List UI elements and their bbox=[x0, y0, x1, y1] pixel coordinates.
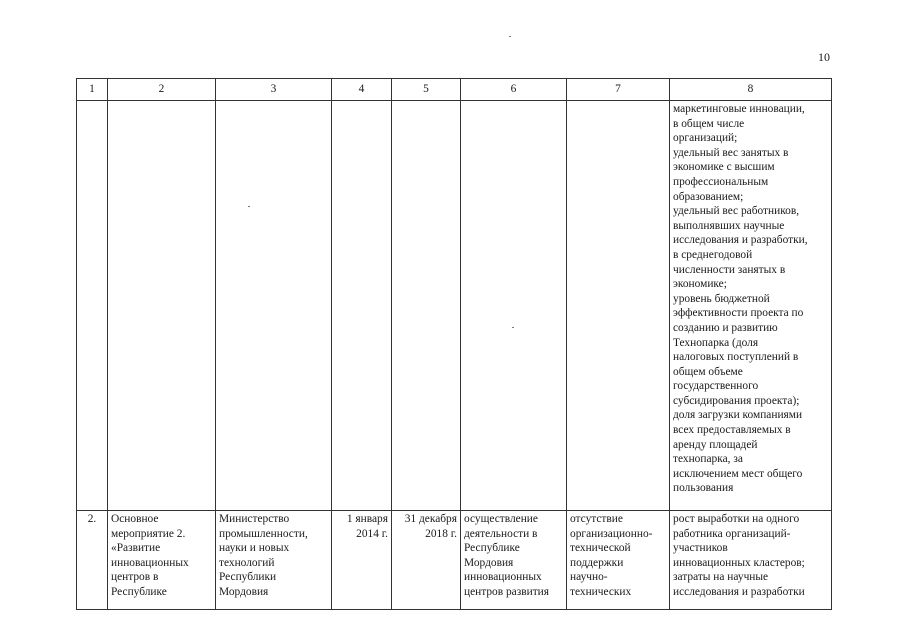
table-cell bbox=[216, 101, 332, 511]
indicators-cell: рост выработки на одного работника организаций- участников инновационных кластеров; затраты на научные исследования и разработки bbox=[670, 511, 832, 610]
header-cell: 1 bbox=[77, 79, 108, 101]
header-cell: 6 bbox=[461, 79, 567, 101]
row-number-cell: 2. bbox=[77, 511, 108, 610]
table-header-row bbox=[77, 79, 832, 101]
table-cell bbox=[332, 101, 392, 511]
scan-speck bbox=[512, 327, 514, 328]
table-cell bbox=[77, 101, 108, 511]
program-table bbox=[76, 78, 832, 610]
result-cell: осуществление деятельности в Республике Мордовия инновационных центров развития bbox=[461, 511, 567, 610]
table-cell bbox=[567, 101, 670, 511]
table-cell bbox=[108, 101, 216, 511]
executor-cell: Министерство промышленности, науки и новых технологий Республики Мордовия bbox=[216, 511, 332, 610]
header-cell: 3 bbox=[216, 79, 332, 101]
start-date-cell: 1 января 2014 г. bbox=[332, 511, 392, 610]
indicators-cell: маркетинговые инновации, в общем числе организаций; удельный вес занятых в экономике с высшим профессиональным образованием; удельный вес работников, выполнявших научные исследования и разработки, в среднегодовой численности занятых в экономике; уровень бюджетной эффективности проекта по созданию и развитию Технопарка (доля налоговых поступлений в общем объеме государственного субсидирования проекта); доля загрузки компаниями всех предоставляемых в аренду площадей технопарка, за исключением мест общего пользования bbox=[670, 101, 832, 511]
table-cell bbox=[461, 101, 567, 511]
page-number: 10 bbox=[818, 50, 830, 64]
scan-speck bbox=[509, 36, 511, 37]
header-cell: 4 bbox=[332, 79, 392, 101]
table-row bbox=[77, 101, 832, 511]
consequence-cell: отсутствие организационно- технической поддержки научно- технических bbox=[567, 511, 670, 610]
event-cell: Основное мероприятие 2. «Развитие инновационных центров в Республике bbox=[108, 511, 216, 610]
end-date-cell: 31 декабря 2018 г. bbox=[392, 511, 461, 610]
header-cell: 5 bbox=[392, 79, 461, 101]
header-cell: 7 bbox=[567, 79, 670, 101]
header-cell: 2 bbox=[108, 79, 216, 101]
scan-speck bbox=[248, 206, 250, 207]
header-cell: 8 bbox=[670, 79, 832, 101]
table-row bbox=[77, 511, 832, 610]
table-cell bbox=[392, 101, 461, 511]
